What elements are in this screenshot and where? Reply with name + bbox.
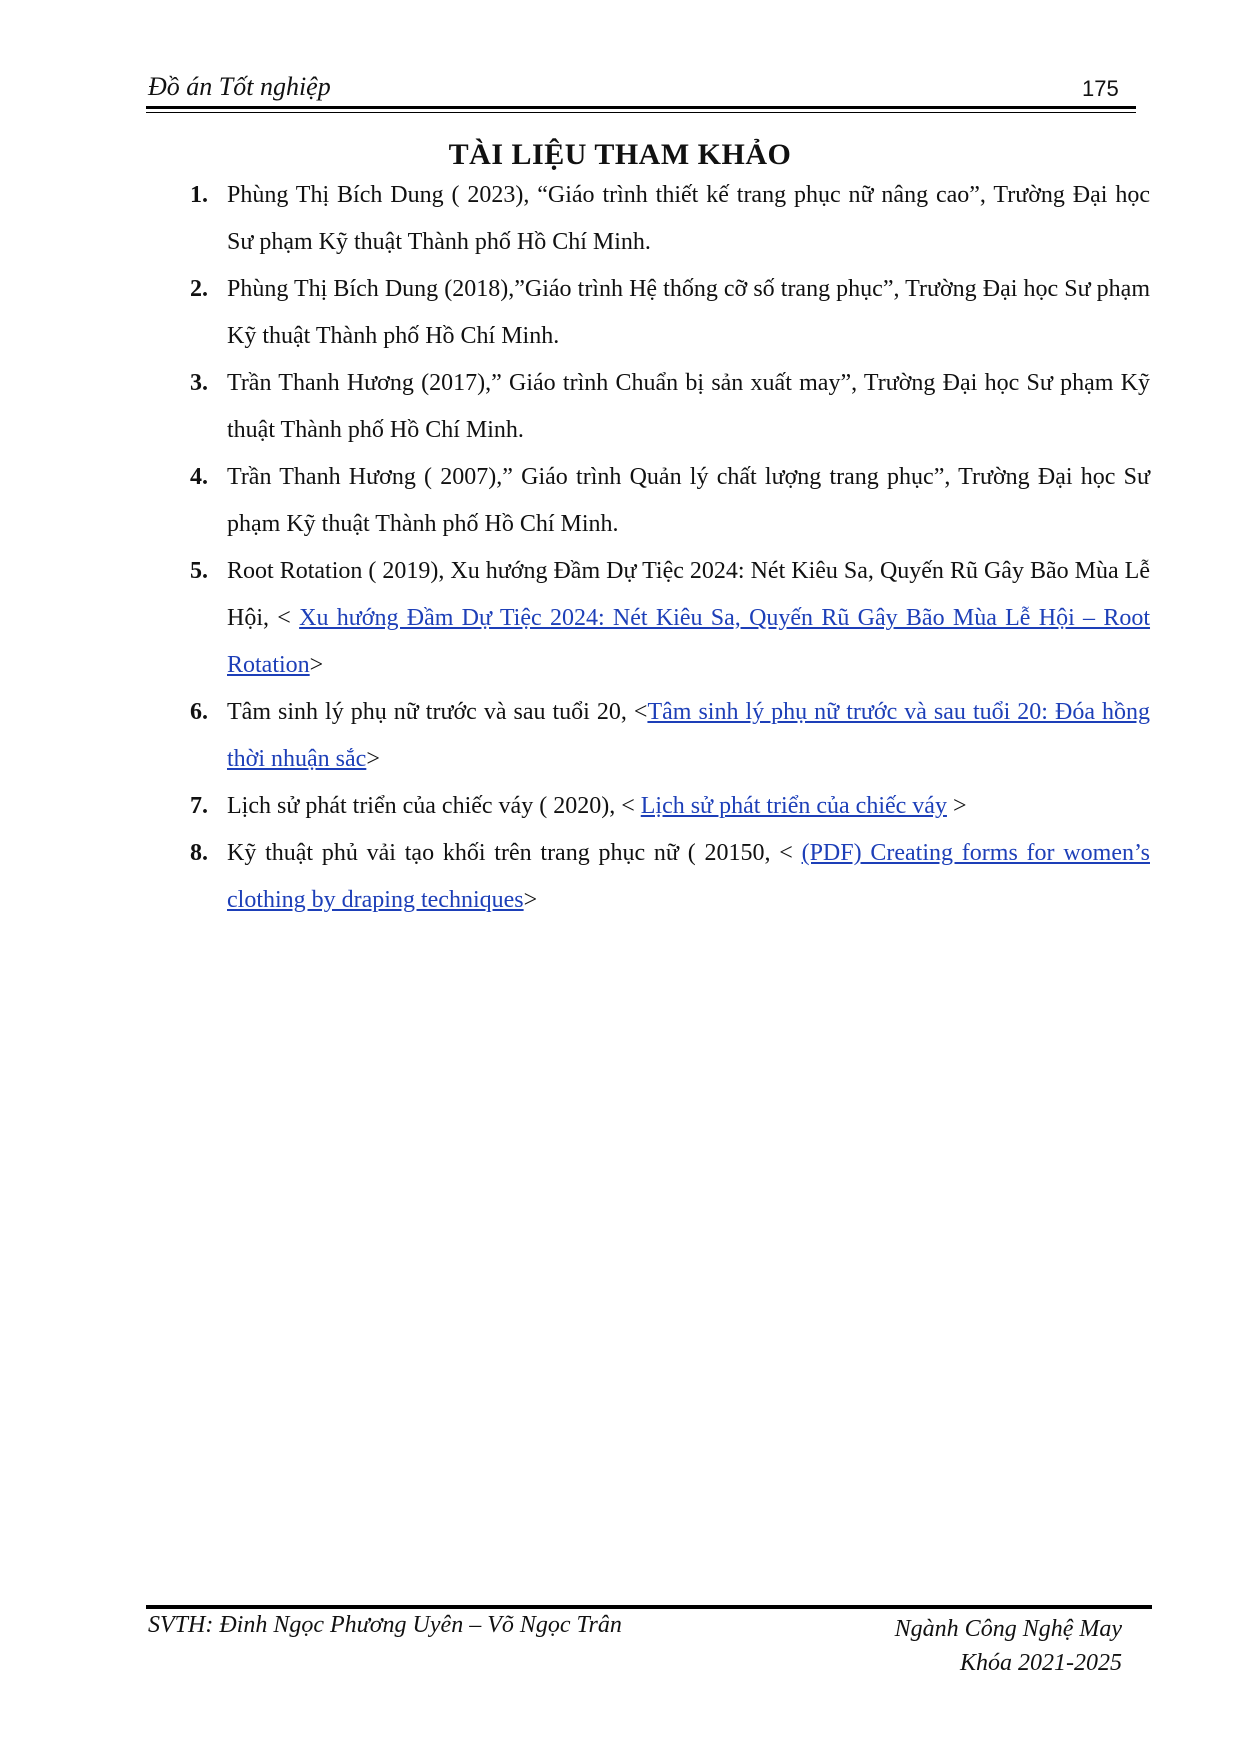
reference-link[interactable]: (PDF) Creating forms for women’s clothing by draping techniques	[227, 840, 1150, 913]
reference-number: 4.	[190, 464, 208, 490]
reference-suffix: >	[309, 652, 324, 678]
reference-text: Tâm sinh lý phụ nữ trước và sau tuổi 20, <	[227, 699, 648, 725]
reference-number: 7.	[190, 793, 208, 819]
reference-number: 6.	[190, 699, 208, 725]
reference-text: Phùng Thị Bích Dung (2018),”Giáo trình Hệ thống cỡ số trang phục”, Trường Đại học Sư phạm Kỹ thuật Thành phố Hồ Chí Minh.	[227, 276, 1150, 349]
reference-link[interactable]: Lịch sử phát triển của chiếc váy	[640, 793, 947, 819]
reference-number: 3.	[190, 370, 208, 396]
reference-text: Root Rotation ( 2019), Xu hướng Đầm Dự Tiệc 2024: Nét Kiêu Sa, Quyến Rũ Gây Bão Mùa Lễ Hội, <	[227, 558, 1150, 631]
footer-info	[895, 1612, 1122, 1680]
reference-text: Trần Thanh Hương (2017),” Giáo trình Chuẩn bị sản xuất may”, Trường Đại học Sư phạm Kỹ thuật Thành phố Hồ Chí Minh.	[227, 370, 1150, 443]
footer-rule	[146, 1605, 1152, 1609]
reference-item	[190, 689, 1150, 783]
footer-major: Ngành Công Nghệ May	[894, 1616, 1122, 1642]
reference-text: Trần Thanh Hương ( 2007),” Giáo trình Quản lý chất lượng trang phục”, Trường Đại học Sư phạm Kỹ thuật Thành phố Hồ Chí Minh.	[227, 464, 1150, 537]
document-title: TÀI LIỆU THAM KHẢO	[448, 138, 792, 171]
reference-link[interactable]: Xu hướng Đầm Dự Tiệc 2024: Nét Kiêu Sa, Quyến Rũ Gây Bão Mùa Lễ Hội – Root Rotation	[227, 605, 1151, 678]
reference-number: 8.	[190, 840, 208, 866]
reference-item	[190, 172, 1150, 266]
header-rule-thin	[146, 112, 1136, 113]
footer-authors: SVTH: Đinh Ngọc Phương Uyên – Võ Ngọc Trân	[148, 1612, 622, 1638]
header-title: Đồ án Tốt nghiệp	[148, 72, 331, 101]
header-rule-thick	[146, 106, 1136, 109]
reference-item	[190, 830, 1150, 924]
reference-item	[190, 360, 1150, 454]
reference-text: Phùng Thị Bích Dung ( 2023), “Giáo trình thiết kế trang phục nữ nâng cao”, Trường Đại học Sư phạm Kỹ thuật Thành phố Hồ Chí Minh.	[227, 182, 1150, 255]
reference-suffix: >	[523, 887, 538, 913]
reference-suffix: >	[366, 746, 380, 772]
reference-link[interactable]: Tâm sinh lý phụ nữ trước và sau tuổi 20: Đóa hồng thời nhuận sắc	[227, 699, 1150, 772]
reference-item	[190, 548, 1150, 689]
reference-suffix: >	[946, 793, 967, 819]
reference-list	[190, 172, 1150, 924]
reference-item	[190, 266, 1150, 360]
reference-number: 5.	[190, 558, 208, 584]
reference-item	[190, 454, 1150, 548]
reference-number: 2.	[190, 276, 208, 302]
page-number: 175	[1082, 76, 1119, 101]
reference-text: Lịch sử phát triển của chiếc váy ( 2020), <	[227, 793, 641, 819]
reference-item	[190, 783, 1150, 830]
reference-number: 1.	[190, 182, 208, 208]
reference-text: Kỹ thuật phủ vải tạo khối trên trang phục nữ ( 20150, <	[227, 840, 802, 866]
footer-cohort: Khóa 2021-2025	[960, 1650, 1122, 1676]
